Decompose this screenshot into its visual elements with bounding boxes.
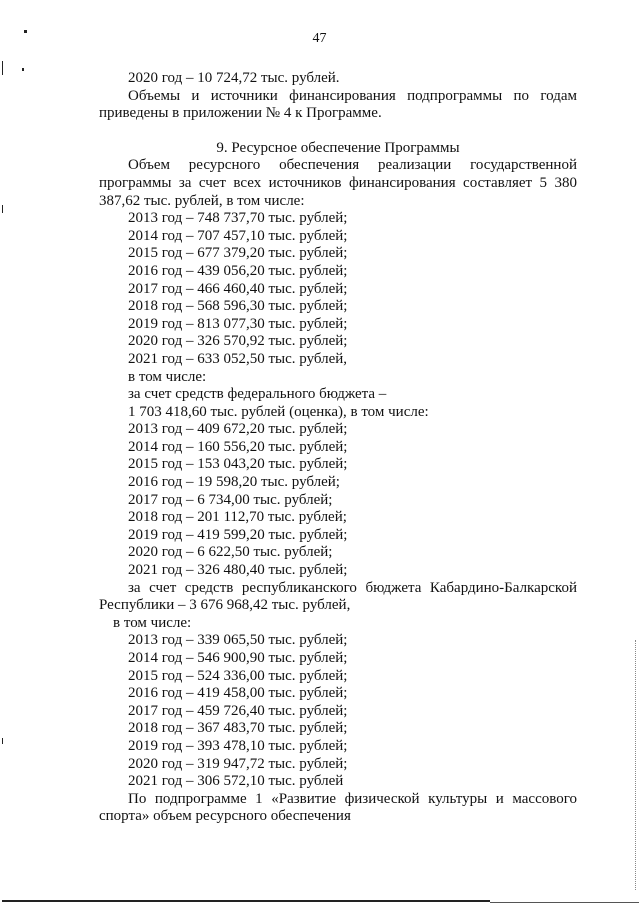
scan-mark bbox=[2, 738, 3, 744]
year-line: 2014 год – 546 900,90 тыс. рублей; bbox=[128, 650, 348, 666]
year-line: 2013 год – 339 065,50 тыс. рублей; bbox=[128, 632, 348, 649]
year-line: 2015 год – 153 043,20 тыс. рублей; bbox=[128, 456, 348, 473]
federal-line2: 1 703 418,60 тыс. рублей (оценка), в том числе: bbox=[128, 403, 429, 420]
scan-mark bbox=[24, 30, 27, 33]
total-years-list bbox=[99, 210, 577, 368]
year-line: 2019 год – 393 478,10 тыс. рублей; bbox=[128, 737, 348, 754]
document-body bbox=[99, 70, 577, 826]
year-line: 2016 год – 439 056,20 тыс. рублей; bbox=[128, 262, 348, 279]
year-line: 2015 год – 524 336,00 тыс. рублей; bbox=[128, 667, 348, 684]
year-line: 2014 год – 160 556,20 тыс. рублей; bbox=[128, 438, 348, 455]
republic-years-list bbox=[99, 632, 577, 790]
year-line: 2017 год – 6 734,00 тыс. рублей; bbox=[128, 491, 333, 508]
year-line: 2021 год – 306 572,10 тыс. рублей bbox=[128, 773, 344, 790]
year-line: 2018 год – 367 483,70 тыс. рублей; bbox=[128, 720, 348, 737]
year-line: 2014 год – 707 457,10 тыс. рублей; bbox=[128, 227, 348, 244]
year-line: 2018 год – 201 112,70 тыс. рублей; bbox=[128, 509, 347, 526]
federal-line1: за счет средств федерального бюджета – bbox=[128, 386, 387, 403]
scan-edge bbox=[634, 640, 636, 890]
total-paragraph: Объем ресурсного обеспечения реализации государственной программы за счет всех источников финансирования составляет 5 380 387,62 тыс. рублей, в том числе: bbox=[99, 157, 577, 209]
scan-mark bbox=[22, 68, 24, 71]
year-line: 2017 год – 466 460,40 тыс. рублей; bbox=[128, 280, 348, 297]
year-line: 2020 год – 319 947,72 тыс. рублей; bbox=[128, 755, 348, 772]
scan-mark bbox=[2, 61, 3, 75]
total-including: в том числе: bbox=[128, 368, 207, 385]
section-heading: 9. Ресурсное обеспечение Программы bbox=[216, 139, 460, 156]
year-line: 2013 год – 748 737,70 тыс. рублей; bbox=[128, 210, 348, 227]
year-line: 2020 год – 326 570,92 тыс. рублей; bbox=[128, 333, 348, 350]
year-line: 2016 год – 19 598,20 тыс. рублей; bbox=[128, 474, 340, 491]
page-number: 47 bbox=[312, 31, 327, 46]
republic-paragraph: за счет средств республиканского бюджета Кабардино-Балкарской Республики – 3 676 968,42 тыс. рублей, bbox=[99, 579, 577, 614]
scan-bottom-edge bbox=[490, 902, 639, 903]
year-line: 2017 год – 459 726,40 тыс. рублей; bbox=[128, 702, 348, 719]
federal-years-list bbox=[99, 421, 577, 579]
year-line: 2019 год – 813 077,30 тыс. рублей; bbox=[128, 315, 348, 332]
intro-paragraph: Объемы и источники финансирования подпрограммы по годам приведены в приложении № 4 к Программе. bbox=[99, 87, 577, 122]
intro-line: 2020 год – 10 724,72 тыс. рублей. bbox=[128, 70, 340, 86]
year-line: 2013 год – 409 672,20 тыс. рублей; bbox=[128, 421, 348, 438]
republic-including: в том числе: bbox=[113, 614, 192, 631]
closing-paragraph: По подпрограмме 1 «Развитие физической культуры и массового спорта» объем ресурсного обеспечения bbox=[99, 790, 577, 825]
year-line: 2020 год – 6 622,50 тыс. рублей; bbox=[128, 544, 333, 561]
scan-bottom-edge bbox=[2, 900, 490, 902]
year-line: 2018 год – 568 596,30 тыс. рублей; bbox=[128, 298, 348, 315]
year-line: 2021 год – 326 480,40 тыс. рублей; bbox=[128, 562, 348, 579]
year-line: 2016 год – 419 458,00 тыс. рублей; bbox=[128, 685, 348, 702]
year-line: 2019 год – 419 599,20 тыс. рублей; bbox=[128, 526, 348, 543]
year-line: 2021 год – 633 052,50 тыс. рублей, bbox=[128, 350, 348, 367]
year-line: 2015 год – 677 379,20 тыс. рублей; bbox=[128, 245, 348, 262]
scan-mark bbox=[2, 205, 3, 213]
